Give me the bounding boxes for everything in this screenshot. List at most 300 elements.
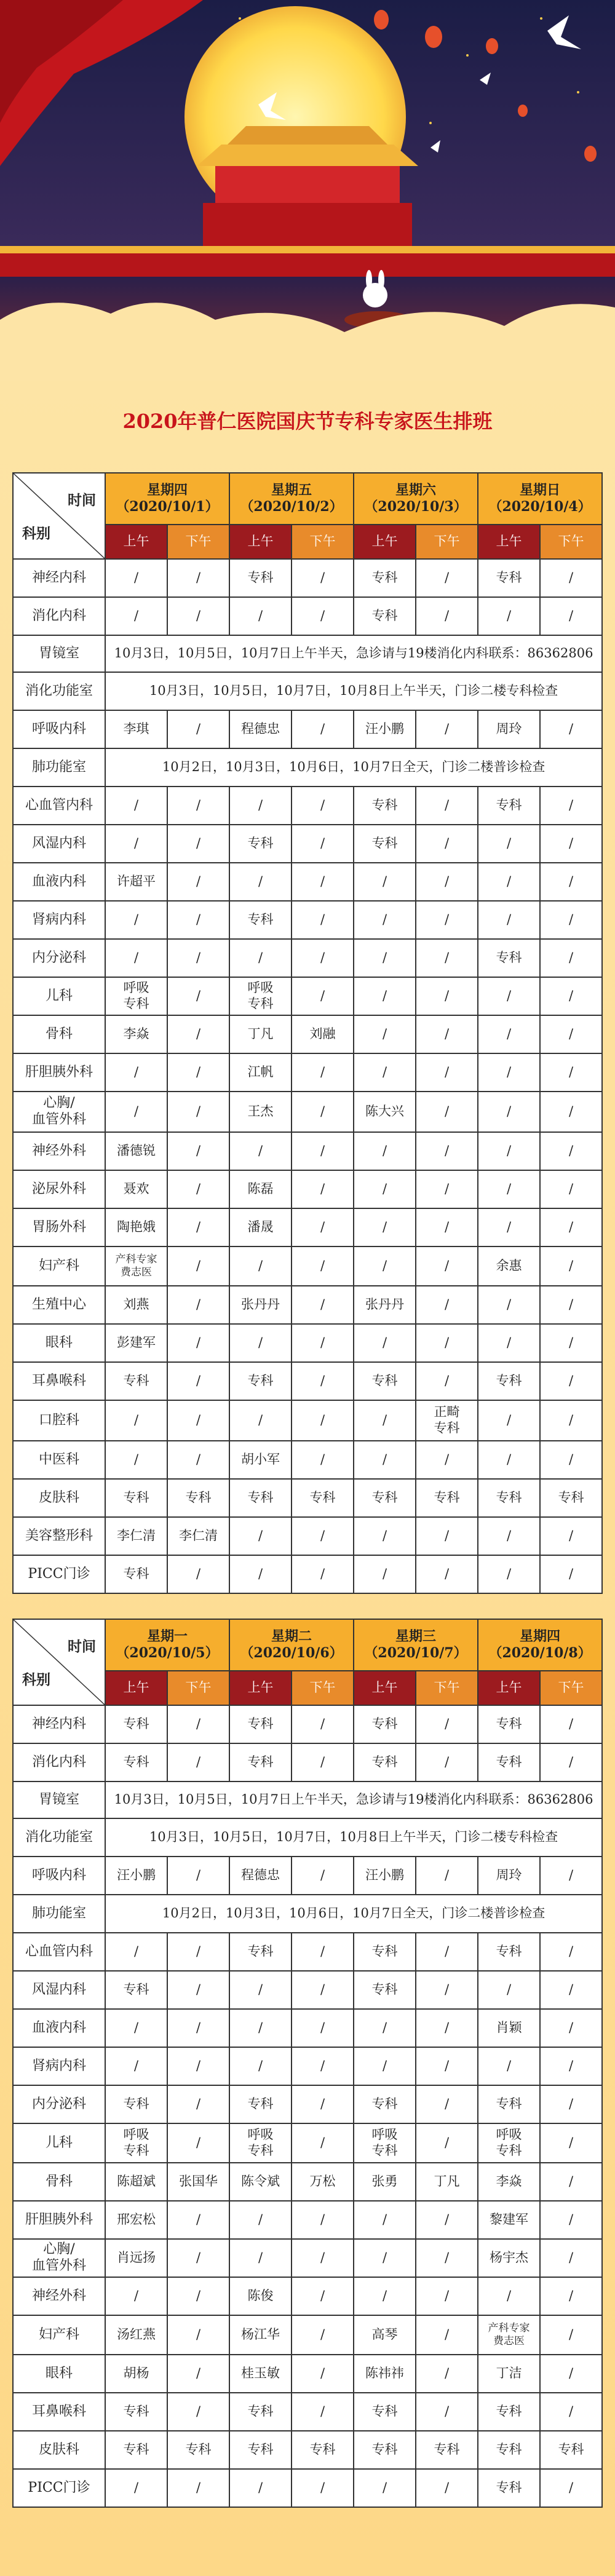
schedule-cell: / xyxy=(478,1400,540,1441)
schedule-cell: 专科 xyxy=(478,559,540,597)
schedule-cell: 陶艳娥 xyxy=(105,1208,167,1246)
schedule-cell: / xyxy=(540,2315,602,2355)
schedule-cell: 专科 xyxy=(229,1933,292,1971)
schedule-cell: 呼吸 专科 xyxy=(105,977,167,1015)
schedule-row xyxy=(13,1132,602,1170)
schedule-cell: 陈令斌 xyxy=(229,2163,292,2201)
schedule-row xyxy=(13,597,602,635)
schedule-cell: / xyxy=(167,2009,229,2047)
schedule-cell: 专科 xyxy=(354,1362,416,1400)
schedule-cell: / xyxy=(292,1705,354,1743)
schedule-cell: / xyxy=(229,2009,292,2047)
schedule-cell: / xyxy=(167,977,229,1015)
schedule-cell: / xyxy=(416,1286,478,1324)
schedule-cell: / xyxy=(292,1362,354,1400)
department-name: 泌尿外科 xyxy=(13,1170,105,1208)
schedule-cell: / xyxy=(416,1555,478,1593)
schedule-cell: 专科 xyxy=(354,1705,416,1743)
schedule-cell: / xyxy=(478,901,540,939)
schedule-cell: / xyxy=(478,597,540,635)
header-time-label: 时间 xyxy=(68,1638,96,1655)
afternoon-header: 下午 xyxy=(167,525,229,559)
schedule-cell: 丁凡 xyxy=(416,2163,478,2201)
schedule-cell: / xyxy=(167,1286,229,1324)
schedule-cell: / xyxy=(292,1092,354,1132)
schedule-cell: / xyxy=(229,863,292,901)
schedule-row xyxy=(13,1246,602,1286)
schedule-cell: 胡小军 xyxy=(229,1441,292,1479)
schedule-cell: / xyxy=(416,2047,478,2085)
schedule-cell: / xyxy=(105,597,167,635)
schedule-cell: / xyxy=(478,1555,540,1593)
day-header xyxy=(354,473,478,525)
schedule-cell: 专科 xyxy=(229,1743,292,1781)
title-area xyxy=(0,394,615,461)
schedule-cell: / xyxy=(229,1246,292,1286)
schedule-cell: 呼吸 专科 xyxy=(354,2123,416,2163)
department-name: 妇产科 xyxy=(13,1246,105,1286)
schedule-row xyxy=(13,2201,602,2239)
schedule-cell: 程德忠 xyxy=(229,1857,292,1895)
schedule-cell: / xyxy=(105,2009,167,2047)
schedule-cell: 专科 xyxy=(229,1479,292,1517)
department-name: 美容整形科 xyxy=(13,1517,105,1555)
schedule-cell: / xyxy=(416,2239,478,2277)
schedule-cell: / xyxy=(292,2355,354,2393)
schedule-cell: / xyxy=(292,2469,354,2507)
header-dept-label: 科别 xyxy=(22,1671,50,1688)
schedule-cell: / xyxy=(292,1441,354,1479)
schedule-cell: 专科 xyxy=(416,1479,478,1517)
schedule-cell: 陈祎祎 xyxy=(354,2355,416,2393)
schedule-cell: / xyxy=(540,2201,602,2239)
schedule-cell: / xyxy=(416,2009,478,2047)
schedule-cell: 呼吸 专科 xyxy=(478,2123,540,2163)
department-name: 血液内科 xyxy=(13,2009,105,2047)
schedule-cell: / xyxy=(354,2239,416,2277)
department-name: 消化内科 xyxy=(13,1743,105,1781)
schedule-cell: / xyxy=(540,1170,602,1208)
day-date: （2020/10/8） xyxy=(488,1645,592,1661)
schedule-cell: 汪小鹏 xyxy=(354,1857,416,1895)
schedule-cell: / xyxy=(167,1362,229,1400)
department-name: 中医科 xyxy=(13,1441,105,1479)
page-title: 2020年普仁医院国庆节专科专家医生排班 xyxy=(122,410,493,433)
schedule-cell: 陈大兴 xyxy=(354,1092,416,1132)
schedule-cell: 专科 xyxy=(292,1479,354,1517)
day-header xyxy=(105,473,229,525)
schedule-cell: / xyxy=(167,2469,229,2507)
department-name: 心胸/ 血管外科 xyxy=(13,1092,105,1132)
schedule-cell: / xyxy=(354,1170,416,1208)
department-name: 生殖中心 xyxy=(13,1286,105,1324)
schedule-cell: / xyxy=(292,977,354,1015)
banner-art xyxy=(0,0,615,381)
schedule-cell: / xyxy=(167,1555,229,1593)
schedule-cell: 李焱 xyxy=(105,1015,167,1053)
schedule-cell: 专科 xyxy=(540,1479,602,1517)
schedule-cell: / xyxy=(229,597,292,635)
schedule-cell: / xyxy=(540,787,602,825)
schedule-cell: 专科 xyxy=(167,1479,229,1517)
schedule-cell: / xyxy=(105,787,167,825)
schedule-cell: / xyxy=(416,2085,478,2123)
schedule-cell: / xyxy=(478,825,540,863)
schedule-cell: / xyxy=(167,2123,229,2163)
department-name: 胃肠外科 xyxy=(13,1208,105,1246)
schedule-cell: 专科 xyxy=(354,825,416,863)
schedule-cell: / xyxy=(167,1015,229,1053)
day-weekday: 星期六 xyxy=(395,482,437,499)
schedule-cell: 张国华 xyxy=(167,2163,229,2201)
schedule-row xyxy=(13,710,602,748)
schedule-cell: 专科 xyxy=(354,2431,416,2469)
schedule-cell: / xyxy=(540,2085,602,2123)
schedule-cell: 张丹丹 xyxy=(229,1286,292,1324)
schedule-row xyxy=(13,1971,602,2009)
schedule-cell: 肖颖 xyxy=(478,2009,540,2047)
schedule-cell: / xyxy=(540,1517,602,1555)
schedule-cell: 产科专家 费志医 xyxy=(478,2315,540,2355)
schedule-row xyxy=(13,1441,602,1479)
schedule-cell: / xyxy=(478,1208,540,1246)
schedule-cell: / xyxy=(292,863,354,901)
schedule-cell: 正畸 专科 xyxy=(416,1400,478,1441)
afternoon-header: 下午 xyxy=(167,1671,229,1705)
schedule-cell: / xyxy=(229,1132,292,1170)
schedule-cell: 专科 xyxy=(229,901,292,939)
schedule-row xyxy=(13,1895,602,1933)
schedule-cell: / xyxy=(354,1132,416,1170)
schedule-cell: / xyxy=(229,2239,292,2277)
day-weekday: 星期一 xyxy=(147,1628,188,1645)
schedule-cell: / xyxy=(540,939,602,977)
day-date: （2020/10/5） xyxy=(116,1645,219,1661)
schedule-cell: / xyxy=(167,1400,229,1441)
header-time-label: 时间 xyxy=(68,492,96,509)
schedule-cell: 专科 xyxy=(478,2085,540,2123)
header-dept-label: 科别 xyxy=(22,525,50,542)
schedule-cell: 专科 xyxy=(478,1743,540,1781)
schedule-cell: / xyxy=(292,1246,354,1286)
schedule-cell: / xyxy=(416,2315,478,2355)
schedule-cell: 专科 xyxy=(478,939,540,977)
department-name: 肾病内科 xyxy=(13,901,105,939)
schedule-row xyxy=(13,2123,602,2163)
schedule-row xyxy=(13,1517,602,1555)
schedule-cell: / xyxy=(478,863,540,901)
department-name: 消化功能室 xyxy=(13,672,105,710)
department-name: 风湿内科 xyxy=(13,1971,105,2009)
schedule-cell: / xyxy=(540,2047,602,2085)
schedule-cell: 汤红燕 xyxy=(105,2315,167,2355)
schedule-cell: / xyxy=(540,977,602,1015)
schedule-cell: / xyxy=(105,1053,167,1092)
schedule-cell: / xyxy=(167,2393,229,2431)
department-name: 内分泌科 xyxy=(13,939,105,977)
schedule-cell: / xyxy=(354,2469,416,2507)
schedule-cell: / xyxy=(292,710,354,748)
schedule-cell: / xyxy=(229,939,292,977)
schedule-cell: / xyxy=(229,2201,292,2239)
schedule-cell: 李仁清 xyxy=(105,1517,167,1555)
schedule-cell: / xyxy=(292,597,354,635)
schedule-cell: / xyxy=(354,1324,416,1362)
department-name: 骨科 xyxy=(13,1015,105,1053)
morning-header: 上午 xyxy=(105,525,167,559)
schedule-cell: / xyxy=(292,1286,354,1324)
schedule-row xyxy=(13,901,602,939)
schedule-cell: / xyxy=(292,2047,354,2085)
schedule-cell: 呼吸 专科 xyxy=(229,2123,292,2163)
schedule-cell: 专科 xyxy=(354,1933,416,1971)
schedule-cell: 杨江华 xyxy=(229,2315,292,2355)
schedule-table-week-2 xyxy=(12,1619,603,2508)
schedule-cell: / xyxy=(540,1132,602,1170)
schedule-row xyxy=(13,559,602,597)
schedule-row xyxy=(13,2009,602,2047)
department-name: 风湿内科 xyxy=(13,825,105,863)
department-name: 肺功能室 xyxy=(13,748,105,787)
day-date: （2020/10/7） xyxy=(364,1645,467,1661)
schedule-cell: / xyxy=(105,1933,167,1971)
schedule-cell: 李焱 xyxy=(478,2163,540,2201)
schedule-cell: / xyxy=(416,1324,478,1362)
schedule-cell: / xyxy=(167,1743,229,1781)
department-name: 耳鼻喉科 xyxy=(13,1362,105,1400)
holiday-banner-illustration xyxy=(0,0,615,381)
schedule-cell: / xyxy=(478,2277,540,2315)
schedule-cell: 肖远扬 xyxy=(105,2239,167,2277)
schedule-table-week-1 xyxy=(12,472,603,1594)
schedule-cell: / xyxy=(292,1555,354,1593)
schedule-row xyxy=(13,1286,602,1324)
schedule-cell: / xyxy=(540,901,602,939)
schedule-cell: / xyxy=(229,787,292,825)
schedule-row xyxy=(13,1324,602,1362)
schedule-cell: / xyxy=(167,1324,229,1362)
day-weekday: 星期四 xyxy=(147,482,188,499)
schedule-cell: / xyxy=(292,1971,354,2009)
schedule-cell: / xyxy=(540,1705,602,1743)
day-weekday: 星期三 xyxy=(395,1628,437,1645)
morning-header: 上午 xyxy=(478,525,540,559)
department-name: 呼吸内科 xyxy=(13,1857,105,1895)
morning-header: 上午 xyxy=(478,1671,540,1705)
schedule-cell: / xyxy=(167,1170,229,1208)
schedule-cell: / xyxy=(354,863,416,901)
schedule-cell: 陈俊 xyxy=(229,2277,292,2315)
department-name: 肝胆胰外科 xyxy=(13,2201,105,2239)
schedule-cell: / xyxy=(292,2123,354,2163)
afternoon-header: 下午 xyxy=(540,525,602,559)
morning-header: 上午 xyxy=(229,1671,292,1705)
schedule-cell: / xyxy=(292,787,354,825)
schedule-row xyxy=(13,1015,602,1053)
schedule-cell: 丁凡 xyxy=(229,1015,292,1053)
schedule-cell: 专科 xyxy=(105,1705,167,1743)
day-date: （2020/10/6） xyxy=(240,1645,343,1661)
schedule-cell: / xyxy=(229,2047,292,2085)
department-name: 神经外科 xyxy=(13,1132,105,1170)
schedule-row xyxy=(13,1743,602,1781)
schedule-cell: / xyxy=(167,559,229,597)
schedule-cell: / xyxy=(229,1517,292,1555)
schedule-cell: / xyxy=(540,1933,602,1971)
schedule-cell: / xyxy=(292,901,354,939)
schedule-row xyxy=(13,1555,602,1593)
schedule-cell: / xyxy=(416,2277,478,2315)
schedule-cell: / xyxy=(167,1246,229,1286)
schedule-cell: 专科 xyxy=(354,787,416,825)
schedule-cell: / xyxy=(105,2047,167,2085)
schedule-cell: / xyxy=(540,2163,602,2201)
department-note: 10月3日，10月5日，10月7日上午半天，急诊请与19楼消化内科联系：86362806 xyxy=(105,1781,602,1818)
department-name: 心血管内科 xyxy=(13,1933,105,1971)
department-note: 10月2日，10月3日，10月6日，10月7日全天，门诊二楼普诊检查 xyxy=(105,748,602,787)
schedule-cell: / xyxy=(292,1208,354,1246)
schedule-cell: 专科 xyxy=(229,2431,292,2469)
schedule-cell: / xyxy=(167,825,229,863)
department-name: 消化功能室 xyxy=(13,1818,105,1857)
schedule-cell: / xyxy=(416,825,478,863)
schedule-row xyxy=(13,825,602,863)
schedule-row xyxy=(13,1362,602,1400)
schedule-row xyxy=(13,2393,602,2431)
schedule-cell: / xyxy=(416,1441,478,1479)
schedule-cell: / xyxy=(478,1517,540,1555)
day-weekday: 星期二 xyxy=(271,1628,312,1645)
schedule-cell: 呼吸 专科 xyxy=(229,977,292,1015)
schedule-cell: / xyxy=(354,1053,416,1092)
schedule-row xyxy=(13,977,602,1015)
schedule-cell: / xyxy=(167,1705,229,1743)
schedule-cell: 专科 xyxy=(478,2431,540,2469)
department-note: 10月3日，10月5日，10月7日，10月8日上午半天，门诊二楼专科检查 xyxy=(105,672,602,710)
schedule-cell: 黎建军 xyxy=(478,2201,540,2239)
department-name: 神经内科 xyxy=(13,1705,105,1743)
schedule-cell: / xyxy=(416,1362,478,1400)
schedule-cell: 专科 xyxy=(478,2469,540,2507)
header-corner xyxy=(13,473,105,559)
schedule-cell: / xyxy=(416,1246,478,1286)
schedule-cell: / xyxy=(540,1324,602,1362)
schedule-cell: 江帆 xyxy=(229,1053,292,1092)
day-date: （2020/10/4） xyxy=(488,499,592,515)
schedule-cell: / xyxy=(354,2009,416,2047)
schedule-cell: 专科 xyxy=(478,787,540,825)
schedule-row xyxy=(13,1705,602,1743)
department-name: PICC门诊 xyxy=(13,1555,105,1593)
day-date: （2020/10/3） xyxy=(364,499,467,515)
department-name: 皮肤科 xyxy=(13,2431,105,2469)
schedule-cell: / xyxy=(540,1208,602,1246)
schedule-row xyxy=(13,1400,602,1441)
department-name: 眼科 xyxy=(13,1324,105,1362)
department-name: 胃镜室 xyxy=(13,1781,105,1818)
schedule-cell: 专科 xyxy=(478,2393,540,2431)
schedule-cell: / xyxy=(292,2201,354,2239)
schedule-cell: / xyxy=(540,1015,602,1053)
schedule-cell: / xyxy=(105,939,167,977)
schedule-row xyxy=(13,2469,602,2507)
department-name: 肝胆胰外科 xyxy=(13,1053,105,1092)
schedule-cell: 桂玉敏 xyxy=(229,2355,292,2393)
schedule-cell: / xyxy=(354,1246,416,1286)
department-name: 神经内科 xyxy=(13,559,105,597)
schedule-cell: / xyxy=(416,710,478,748)
schedule-cell: / xyxy=(540,1971,602,2009)
department-name: 肾病内科 xyxy=(13,2047,105,2085)
department-name: 心血管内科 xyxy=(13,787,105,825)
schedule-cell: / xyxy=(478,977,540,1015)
schedule-row xyxy=(13,2239,602,2277)
schedule-cell: / xyxy=(167,901,229,939)
schedule-cell: 许超平 xyxy=(105,863,167,901)
schedule-cell: / xyxy=(478,1324,540,1362)
schedule-cell: / xyxy=(167,710,229,748)
schedule-cell: / xyxy=(292,1857,354,1895)
schedule-cell: / xyxy=(416,1170,478,1208)
schedule-row xyxy=(13,748,602,787)
department-name: 儿科 xyxy=(13,977,105,1015)
schedule-cell: / xyxy=(167,2355,229,2393)
schedule-cell: 专科 xyxy=(354,1479,416,1517)
department-name: 神经外科 xyxy=(13,2277,105,2315)
schedule-cell: / xyxy=(416,2469,478,2507)
schedule-cell: / xyxy=(416,1857,478,1895)
schedule-row xyxy=(13,1933,602,1971)
schedule-cell: 周玲 xyxy=(478,1857,540,1895)
department-name: 儿科 xyxy=(13,2123,105,2163)
schedule-row xyxy=(13,2355,602,2393)
schedule-cell: / xyxy=(105,2277,167,2315)
department-name: 皮肤科 xyxy=(13,1479,105,1517)
day-header xyxy=(478,473,602,525)
schedule-cell: 陈磊 xyxy=(229,1170,292,1208)
schedule-cell: / xyxy=(478,1092,540,1132)
schedule-cell: / xyxy=(105,559,167,597)
schedule-cell: / xyxy=(416,901,478,939)
day-header xyxy=(229,473,354,525)
schedule-cell: / xyxy=(167,2201,229,2239)
schedule-cell: 专科 xyxy=(105,1555,167,1593)
schedule-cell: 专科 xyxy=(354,2085,416,2123)
day-header xyxy=(354,1619,478,1671)
schedule-cell: / xyxy=(540,1400,602,1441)
schedule-cell: / xyxy=(292,2393,354,2431)
schedule-cell: / xyxy=(416,787,478,825)
day-weekday: 星期日 xyxy=(520,482,561,499)
schedule-row xyxy=(13,1208,602,1246)
schedule-cell: / xyxy=(167,1933,229,1971)
schedule-cell: / xyxy=(292,2239,354,2277)
day-date: （2020/10/2） xyxy=(240,499,343,515)
schedule-cell: / xyxy=(167,1441,229,1479)
day-date: （2020/10/1） xyxy=(116,499,219,515)
day-header xyxy=(478,1619,602,1671)
schedule-cell: 专科 xyxy=(354,2393,416,2431)
schedule-cell: / xyxy=(229,1324,292,1362)
schedule-row xyxy=(13,2047,602,2085)
schedule-cell: / xyxy=(229,1555,292,1593)
schedule-cell: / xyxy=(540,1092,602,1132)
department-name: 消化内科 xyxy=(13,597,105,635)
schedule-cell: 专科 xyxy=(229,559,292,597)
schedule-cell: / xyxy=(416,1053,478,1092)
schedule-cell: 专科 xyxy=(416,2431,478,2469)
schedule-cell: / xyxy=(540,559,602,597)
